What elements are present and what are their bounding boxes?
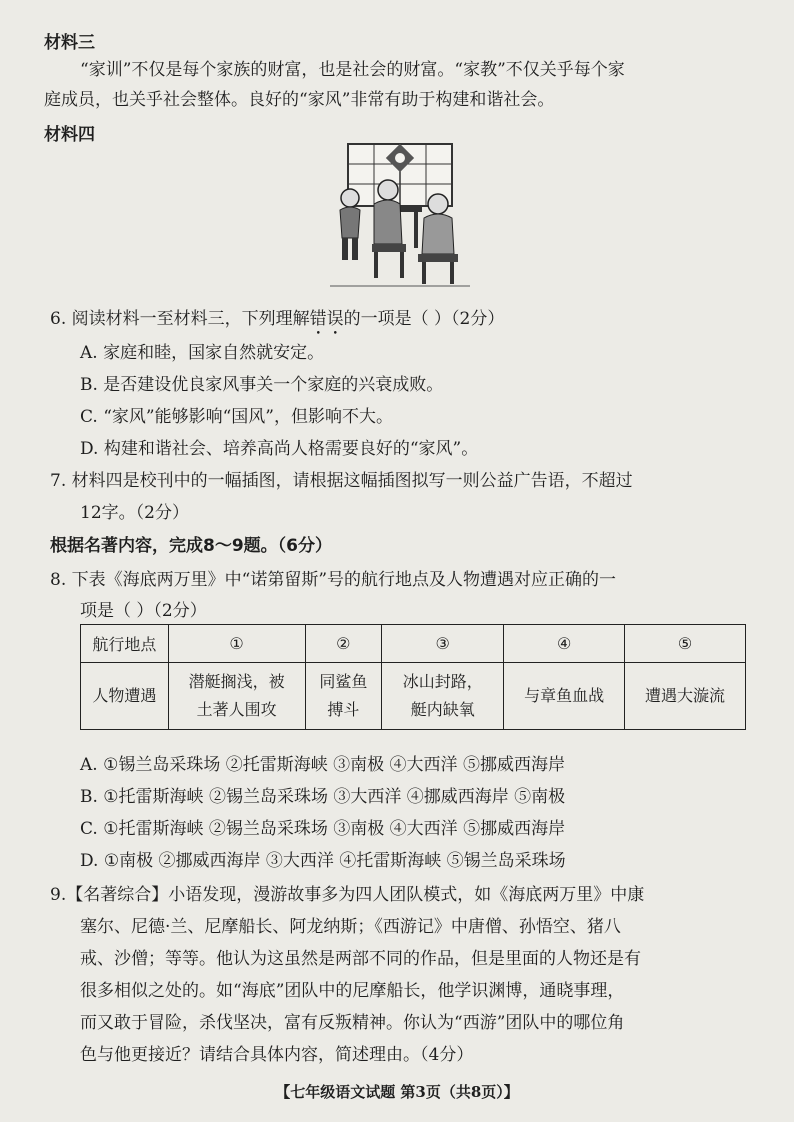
question-8-option-c: C. ①托雷斯海峡 ②锡兰岛采珠场 ③南极 ④大西洋 ⑤挪威西海岸 [80,819,566,839]
material-3-line-1: “家训”不仅是每个家族的财富，也是社会的财富。“家教”不仅关乎每个家 [80,60,625,80]
question-6-stem-end: 的一项是（ ）（2分） [343,309,505,329]
encounter-2-line-1: 同鲨鱼 [319,672,368,691]
question-6-option-b: B. 是否建设优良家风事关一个家庭的兴衰成败。 [80,375,444,395]
table-row-encounters [81,663,746,730]
questions-8-9-heading: 根据名著内容，完成8～9题。（6分） [50,536,332,556]
table-header-encounter: 人物遭遇 [81,663,169,730]
encounter-5-line-1: 遭遇大漩流 [645,686,726,705]
table-row-locations [81,625,746,663]
question-6-option-d: D. 构建和谐社会、培养高尚人格需要良好的“家风”。 [80,439,479,459]
table-cell-encounter-3 [382,663,504,730]
voyage-table [80,624,746,730]
encounter-3-line-2: 艇内缺氧 [410,700,475,719]
table-cell-location-4: ④ [504,625,625,663]
question-9-line-1: 9.【名著综合】小语发现，漫游故事多为四人团队模式，如《海底两万里》中康 [50,885,645,905]
encounter-1-line-1: 潜艇搁浅，被 [188,672,285,691]
table-cell-encounter-5 [625,663,746,730]
material-4-heading: 材料四 [44,125,95,145]
question-8-line-2: 项是（ ）（2分） [80,601,207,621]
table-cell-location-2: ② [305,625,382,663]
material-3-heading: 材料三 [44,33,95,53]
material-3-line-2: 庭成员，也关乎社会整体。良好的“家风”非常有助于构建和谐社会。 [44,90,555,110]
question-9-line-2: 塞尔、尼德·兰、尼摩船长、阿龙纳斯；《西游记》中唐僧、孙悟空、猪八 [80,917,621,937]
table-header-location: 航行地点 [81,625,169,663]
encounter-1-line-2: 土著人围攻 [196,700,277,719]
question-7-line-1: 7. 材料四是校刊中的一幅插图，请根据这幅插图拟写一则公益广告语，不超过 [50,471,633,491]
page-footer: 【七年级语文试题 第3页（共8页）】 [275,1083,519,1101]
question-6-option-c: C. “家风”能够影响“国风”，但影响不大。 [80,407,393,427]
question-6-emphasis: 错误 [309,309,344,329]
family-illustration [330,140,470,288]
encounter-3-line-1: 冰山封路， [402,672,483,691]
question-9-line-6: 色与他更接近？请结合具体内容，简述理由。（4分） [80,1045,474,1065]
question-8-option-b: B. ①托雷斯海峡 ②锡兰岛采珠场 ③大西洋 ④挪威西海岸 ⑤南极 [80,787,566,807]
question-8-option-d: D. ①南极 ②挪威西海岸 ③大西洋 ④托雷斯海峡 ⑤锡兰岛采珠场 [80,851,566,871]
question-6-stem-start: 6. 阅读材料一至材料三，下列理解 [50,309,310,329]
table-cell-location-5: ⑤ [625,625,746,663]
encounter-2-line-2: 搏斗 [327,700,360,719]
question-8-option-a: A. ①锡兰岛采珠场 ②托雷斯海峡 ③南极 ④大西洋 ⑤挪威西海岸 [80,755,565,775]
question-6-option-a: A. 家庭和睦，国家自然就安定。 [80,343,325,363]
question-7-line-2: 12字。（2分） [80,503,189,523]
table-cell-encounter-1 [168,663,305,730]
question-9-line-3: 戒、沙僧；等等。他认为这虽然是两部不同的作品，但是里面的人物还是有 [80,949,641,969]
table-cell-encounter-2 [305,663,382,730]
table-cell-encounter-4 [504,663,625,730]
question-6-stem [50,304,504,339]
question-8-line-1: 8. 下表《海底两万里》中“诺第留斯”号的航行地点及人物遭遇对应正确的一 [50,570,617,590]
question-9-line-5: 而又敢于冒险，杀伐坚决，富有反叛精神。你认为“西游”团队中的哪位角 [80,1013,625,1033]
question-9-line-4: 很多相似之处的。如“海底”团队中的尼摩船长，他学识渊博，通晓事理， [80,981,625,1001]
table-cell-location-1: ① [168,625,305,663]
encounter-4-line-1: 与章鱼血战 [524,686,605,705]
table-cell-location-3: ③ [382,625,504,663]
